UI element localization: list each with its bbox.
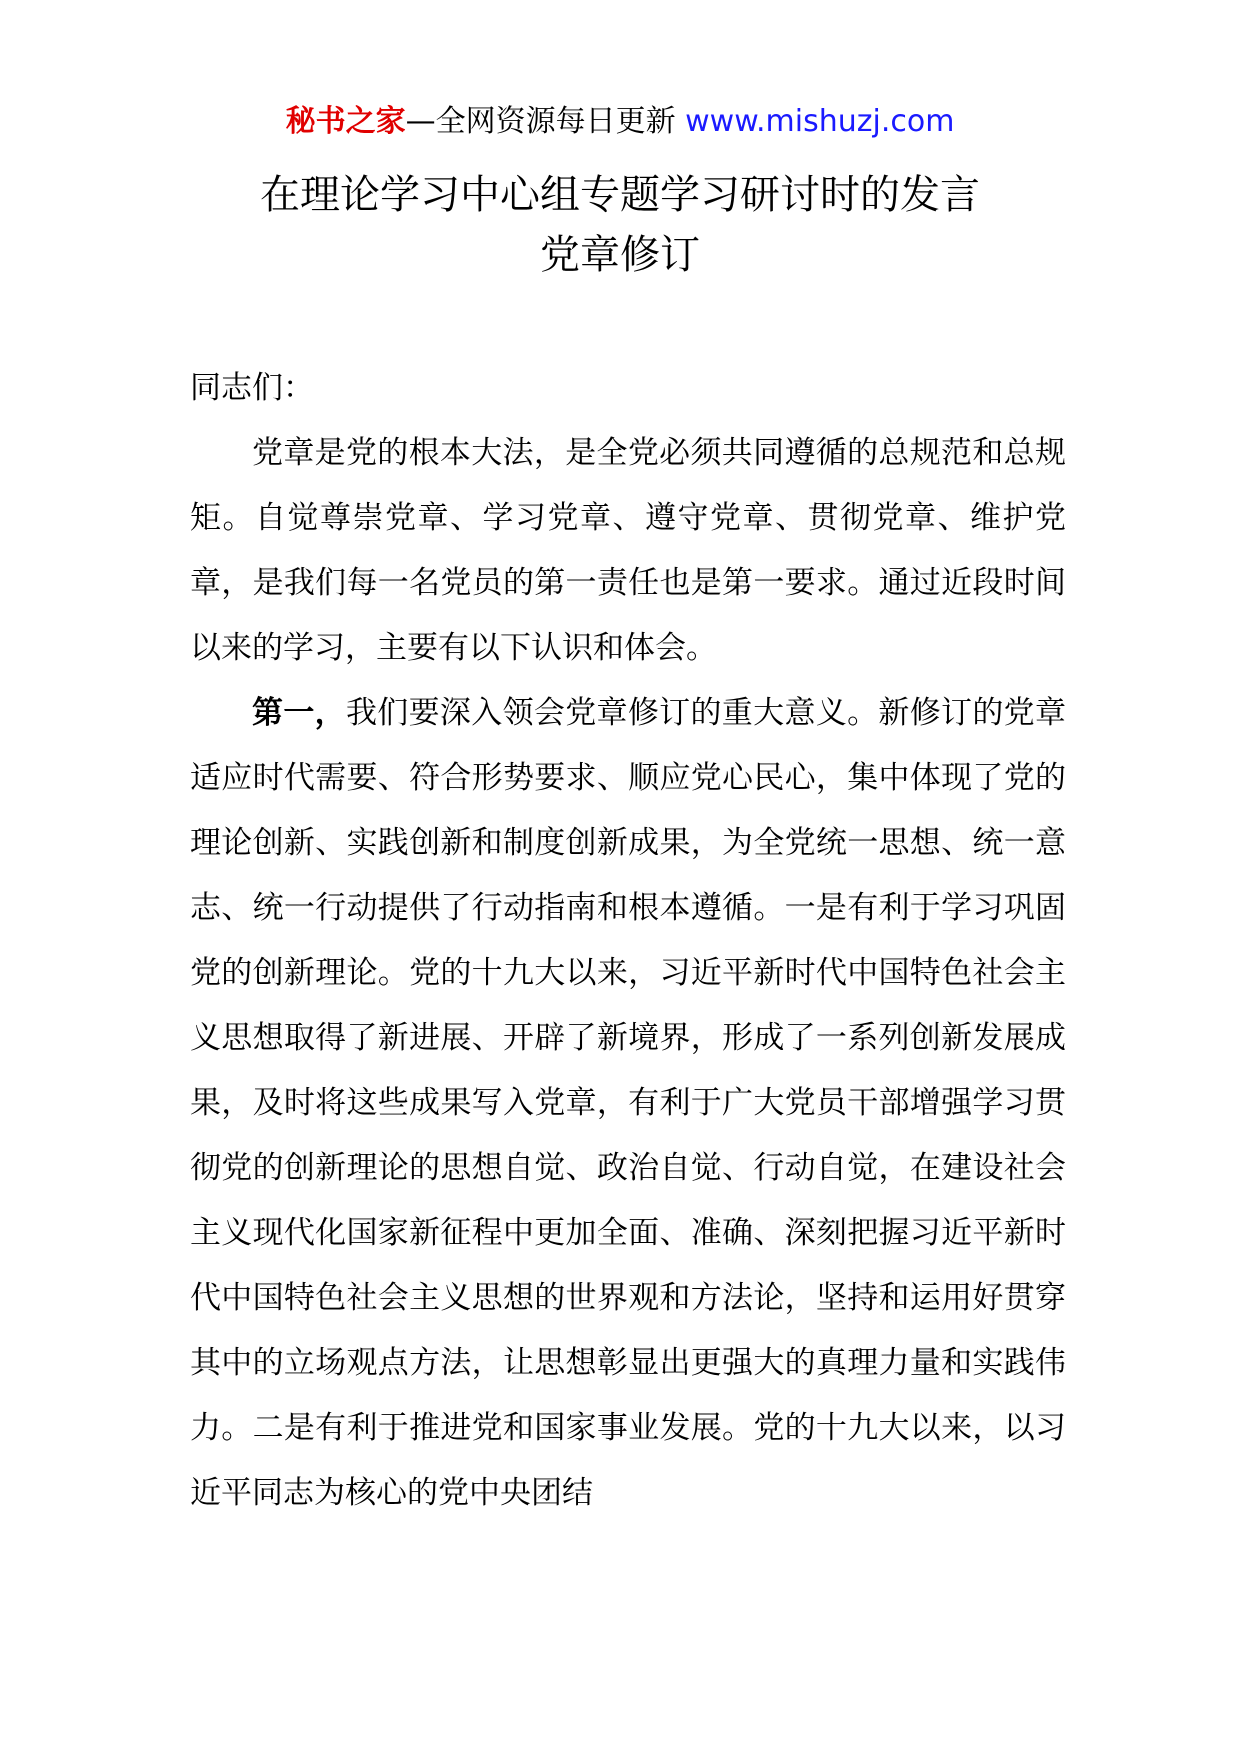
paragraph-2 (190, 681, 1066, 1526)
salutation: 同志们： (190, 370, 314, 406)
title-line-1: 在理论学习中心组专题学习研讨时的发言 (260, 172, 980, 218)
header-dash: — (405, 104, 436, 139)
brand-name: 秘书之家 (285, 104, 406, 139)
paragraph-1: 党章是党的根本大法，是全党必须共同遵循的总规范和总规矩。自觉尊崇党章、学习党章、遵守党章、贯彻党章、维护党章，是我们每一名党员的第一责任也是第一要求。通过近段时间以来的学习，主要有以下认识和体会。 (190, 435, 1066, 666)
site-header (0, 100, 1240, 144)
header-tagline: 全网资源每日更新 (435, 104, 676, 139)
document-title (150, 165, 1090, 285)
paragraph-2-text: 我们要深入领会党章修订的重大意义。新修订的党章适应时代需要、符合形势要求、顺应党心民心，集中体现了党的理论创新、实践创新和制度创新成果，为全党统一思想、统一意志、统一行动提供了行动指南和根本遵循。一是有利于学习巩固党的创新理论。党的十九大以来，习近平新时代中国特色社会主义思想取得了新进展、开辟了新境界，形成了一系列创新发展成果，及时将这些成果写入党章，有利于广大党员干部增强学习贯彻党的创新理论的思想自觉、政治自觉、行动自觉，在建设社会主义现代化国家新征程中更加全面、准确、深刻把握习近平新时代中国特色社会主义思想的世界观和方法论，坚持和运用好贯穿其中的立场观点方法，让思想彰显出更强大的真理力量和实践伟力。二是有利于推进党和国家事业发展。党的十九大以来，以习近平同志为核心的党中央团结 (190, 695, 1067, 1511)
document-body (190, 356, 1066, 1526)
title-line-2: 党章修订 (540, 232, 700, 278)
paragraph-2-lead: 第一， (252, 695, 346, 731)
site-url-link[interactable]: www.mishuzj.com (685, 104, 955, 139)
